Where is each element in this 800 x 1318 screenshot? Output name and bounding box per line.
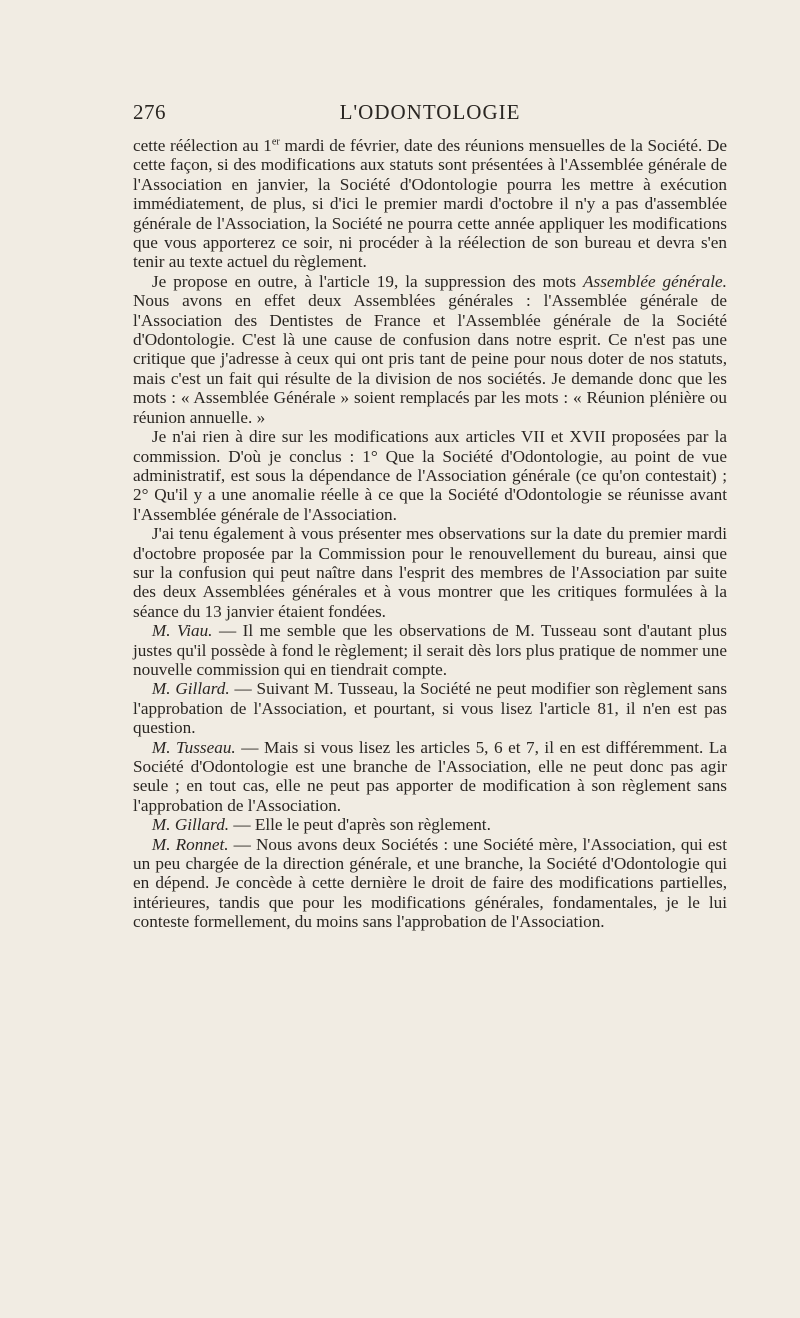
paragraph-gillard-2	[133, 815, 727, 834]
paragraph-2	[133, 272, 727, 427]
p2-italic-term: Assemblée générale.	[583, 271, 727, 291]
p1-text-a: cette réélection au 1	[133, 136, 272, 155]
speaker-name: M. Gillard.	[151, 679, 230, 699]
speaker-name: M. Ronnet.	[151, 834, 229, 854]
p1-text-b: mardi de février, date des réunions mensuelles de la Société. De cette façon, si des modifications aux statuts sont présentées à l'Assemblée générale de l'Association en janvier, la Société d'Odontologie pourra les mettre à exécution immédiatement, de plus, si d'ici le premier mardi d'octobre il n'y a pas d'assemblée générale de l'Association, la Société ne pourra cette année appliquer les modifications que vous apporterez ce soir, ni procéder à la réélection de son bureau et devra s'en tenir au texte actuel du règlement.	[133, 136, 727, 272]
page-number: 276	[133, 100, 166, 124]
paragraph-1	[133, 136, 727, 272]
speaker-name: M. Viau.	[151, 621, 213, 641]
p2-text-a: Je propose en outre, à l'article 19, la suppression des mots	[151, 271, 584, 291]
running-title: L'ODONTOLOGIE	[339, 100, 521, 124]
body-text	[133, 136, 727, 932]
speech-text: — Nous avons deux Sociétés : une Société mère, l'Association, qui est un peu chargée de la direction générale, et une branche, la Société d'Odontologie qui en dépend. Je concède à cette dernière le droit de faire des modifications partielles, intérieures, tandis que pour les modifications générales, fondamentales, je le lui conteste formellement, du moins sans l'approbation de l'Association.	[133, 834, 727, 932]
page-header	[133, 100, 727, 128]
paragraph-tusseau	[133, 738, 727, 816]
paragraph-ronnet	[133, 835, 727, 932]
speech-text: — Elle le peut d'après son règlement.	[229, 815, 491, 835]
paragraph-4: J'ai tenu également à vous présenter mes observations sur la date du premier mardi d'octobre proposée par la Commission pour le renouvellement du bureau, ainsi que sur la confusion qui peut naître dans l'esprit des membres de l'Association par suite des deux Assemblées générales et à vous montrer que les critiques formulées à la séance du 13 janvier étaient fondées.	[133, 524, 727, 621]
paragraph-3: Je n'ai rien à dire sur les modifications aux articles VII et XVII proposées par la commission. D'où je conclus : 1° Que la Société d'Odontologie, au point de vue administratif, est sous la dépendance de l'Association générale (ce qu'on contestait) ; 2° Qu'il y a une anomalie réelle à ce que la Société d'Odontologie se réunisse avant l'Assemblée générale de l'Association.	[133, 427, 727, 524]
paragraph-gillard-1	[133, 679, 727, 737]
speaker-name: M. Gillard.	[151, 815, 230, 835]
speech-text: — Mais si vous lisez les articles 5, 6 et 7, il en est différemment. La Société d'Odontologie est une branche de l'Association, elle ne peut donc pas agir seule ; en tout cas, elle ne peut pas apporter de modification à son règlement sans l'approbation de l'Association.	[133, 737, 727, 815]
speaker-name: M. Tusseau.	[151, 737, 236, 757]
speech-text: — Il me semble que les observations de M. Tusseau sont d'autant plus justes qu'il possède à fond le règlement; il serait dès lors plus pratique de nommer une nouvelle commission qui en tiendrait compte.	[133, 621, 727, 679]
p2-text-b: Nous avons en effet deux Assemblées générales : l'Assemblée générale de l'Association des Dentistes de France et l'Assemblée générale de la Société d'Odontologie. C'est là une cause de confusion dans notre esprit. Ce n'est pas une critique que j'adresse à ceux qui ont pris tant de peine pour nous doter de nos statuts, mais c'est un fait qui résulte de la division de nos sociétés. Je demande donc que les mots : « Assemblée Générale » soient remplacés par les mots : « Réunion plénière ou réunion annuelle. »	[133, 291, 727, 427]
paragraph-viau	[133, 621, 727, 679]
ordinal-superscript: er	[271, 136, 280, 148]
speech-text: — Suivant M. Tusseau, la Société ne peut modifier son règlement sans l'approbation de l'Association, et pourtant, si vous lisez l'article 81, il n'en est pas question.	[133, 679, 728, 738]
